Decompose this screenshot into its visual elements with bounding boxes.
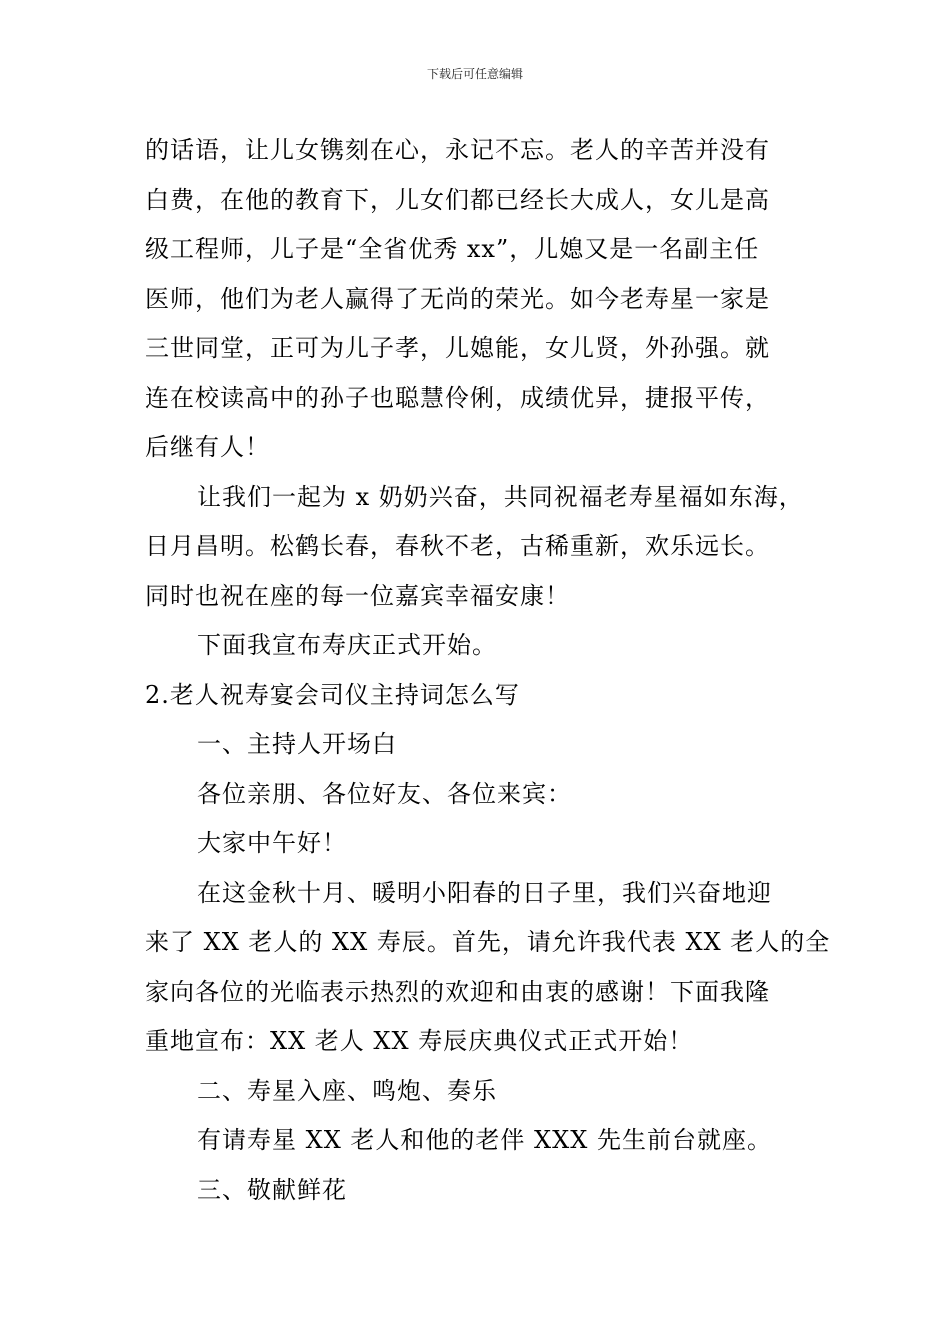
paragraph-line: 有请寿星 XX 老人和他的老伴 XXX 先生前台就座。 — [197, 1126, 772, 1154]
paragraph-line: 来了 XX 老人的 XX 寿辰。首先，请允许我代表 XX 老人的全 — [145, 928, 831, 956]
paragraph-line: 的话语，让儿女镌刻在心，永记不忘。老人的辛苦并没有 — [145, 136, 770, 164]
document-body — [145, 126, 831, 1215]
paragraph-line: 在这金秋十月、暖明小阳春的日子里，我们兴奋地迎 — [197, 878, 772, 907]
subsection-heading: 一、主持人开场白 — [197, 730, 397, 758]
paragraph-line: 让我们一起为 x 奶奶兴奋，共同祝福老寿星福如东海， — [197, 482, 804, 511]
subsection-heading: 二、寿星入座、鸣炮、奏乐 — [197, 1076, 497, 1105]
paragraph-line: 各位亲朋、各位好友、各位来宾： — [197, 779, 572, 808]
paragraph-line: 大家中午好！ — [197, 829, 347, 857]
paragraph-line: 连在校读高中的孙子也聪慧伶俐，成绩优异，捷报平传， — [145, 383, 770, 412]
paragraph-line: 医师，他们为老人赢得了无尚的荣光。如今老寿星一家是 — [145, 284, 770, 313]
paragraph-line: 重地宣布：XX 老人 XX 寿辰庆典仪式正式开始！ — [145, 1027, 694, 1055]
subsection-heading: 三、敬献鲜花 — [197, 1175, 347, 1204]
paragraph-line: 同时也祝在座的每一位嘉宾幸福安康！ — [145, 581, 570, 610]
paragraph-line: 日月昌明。松鹤长春，春秋不老，古稀重新，欢乐远长。 — [145, 532, 770, 560]
paragraph-line: 家向各位的光临表示热烈的欢迎和由衷的感谢！下面我隆 — [145, 977, 770, 1006]
page-header: 下载后可任意编辑 — [426, 67, 523, 81]
paragraph-line: 下面我宣布寿庆正式开始。 — [197, 631, 497, 659]
paragraph-line: 三世同堂，正可为儿子孝，儿媳能，女儿贤，外孙强。就 — [145, 334, 770, 362]
paragraph-line: 级工程师，儿子是“全省优秀 xx”，儿媳又是一名副主任 — [145, 235, 760, 263]
section-heading: 2.老人祝寿宴会司仪主持词怎么写 — [145, 680, 520, 709]
paragraph-line: 白费，在他的教育下，儿女们都已经长大成人，女儿是高 — [145, 185, 770, 214]
paragraph-line: 后继有人！ — [145, 433, 270, 461]
